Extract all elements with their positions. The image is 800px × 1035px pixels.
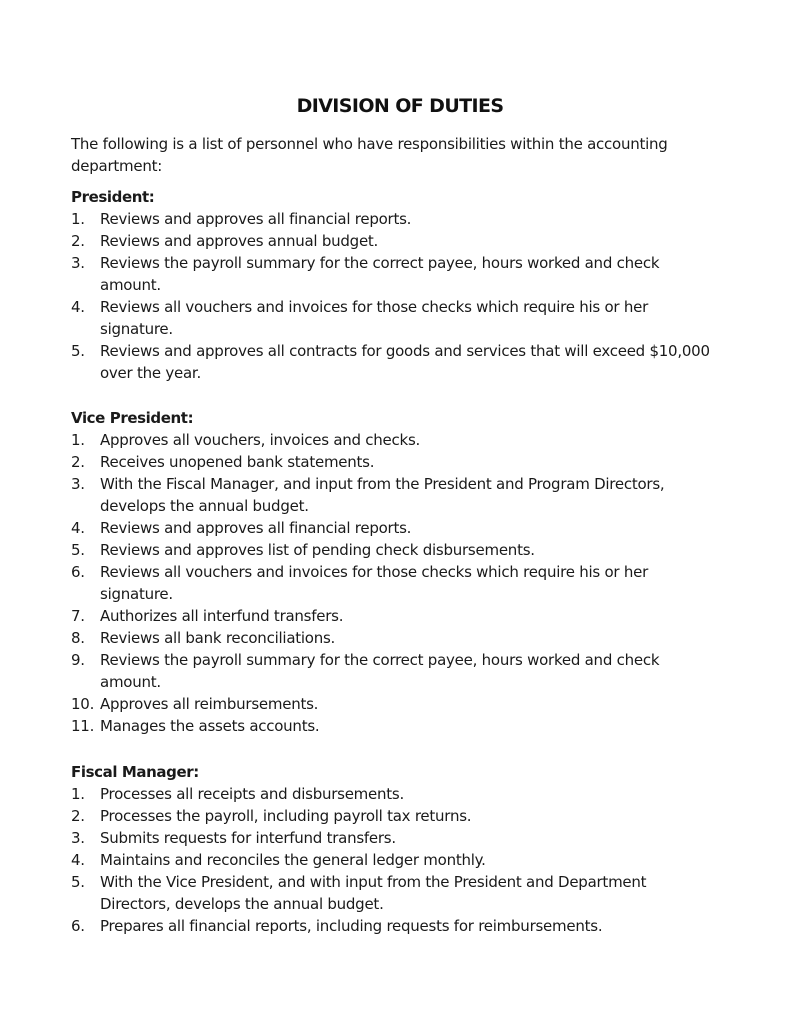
duty-list — [71, 783, 711, 937]
item-text: Reviews all vouchers and invoices for those checks which require his or her signature. — [100, 298, 648, 338]
list-item — [71, 871, 711, 915]
item-number: 2. — [71, 807, 85, 825]
list-item — [71, 783, 711, 805]
item-text: Reviews the payroll summary for the correct payee, hours worked and check amount. — [100, 254, 660, 294]
list-item — [71, 715, 711, 737]
item-text: Reviews and approves annual budget. — [100, 232, 379, 250]
list-item — [71, 827, 711, 849]
list-item — [71, 805, 711, 827]
item-number: 11. — [71, 717, 95, 735]
list-item — [71, 915, 711, 937]
item-text: Reviews and approves all financial reports. — [100, 210, 412, 228]
item-number: 6. — [71, 917, 85, 935]
list-item — [71, 429, 711, 451]
list-item — [71, 296, 711, 340]
list-item — [71, 561, 711, 605]
item-number: 6. — [71, 563, 85, 581]
item-text: Reviews and approves all contracts for goods and services that will exceed $10,000 over the year. — [100, 342, 710, 382]
item-text: Reviews and approves all financial reports. — [100, 519, 412, 537]
item-number: 10. — [71, 695, 95, 713]
document-title: DIVISION OF DUTIES — [296, 95, 504, 117]
item-number: 2. — [71, 232, 85, 250]
item-text: Approves all reimbursements. — [100, 695, 319, 713]
list-item — [71, 517, 711, 539]
section-heading: President: — [71, 188, 155, 206]
list-item — [71, 340, 711, 384]
item-text: Reviews the payroll summary for the correct payee, hours worked and check amount. — [100, 651, 660, 691]
section-president — [71, 186, 711, 384]
item-number: 1. — [71, 785, 85, 803]
item-number: 5. — [71, 541, 85, 559]
list-item — [71, 693, 711, 715]
list-item — [71, 539, 711, 561]
item-number: 9. — [71, 651, 85, 669]
item-number: 8. — [71, 629, 85, 647]
item-text: Processes the payroll, including payroll tax returns. — [100, 807, 472, 825]
item-number: 4. — [71, 519, 85, 537]
item-number: 5. — [71, 873, 85, 891]
item-number: 5. — [71, 342, 85, 360]
item-text: Submits requests for interfund transfers. — [100, 829, 396, 847]
item-text: With the Fiscal Manager, and input from the President and Program Directors, develops the annual budget. — [100, 475, 665, 515]
list-item — [71, 252, 711, 296]
list-item — [71, 451, 711, 473]
item-number: 1. — [71, 431, 85, 449]
list-item — [71, 473, 711, 517]
item-text: Prepares all financial reports, including requests for reimbursements. — [100, 917, 603, 935]
list-item — [71, 627, 711, 649]
list-item — [71, 649, 711, 693]
item-number: 4. — [71, 298, 85, 316]
intro-paragraph: The following is a list of personnel who have responsibilities within the accounting department: — [71, 135, 668, 175]
item-text: Processes all receipts and disbursements. — [100, 785, 404, 803]
section-fiscal-manager — [71, 761, 711, 937]
item-text: Authorizes all interfund transfers. — [100, 607, 344, 625]
list-item — [71, 208, 711, 230]
item-text: Manages the assets accounts. — [100, 717, 320, 735]
item-text: Reviews and approves list of pending check disbursements. — [100, 541, 535, 559]
item-number: 7. — [71, 607, 85, 625]
section-vice-president — [71, 407, 711, 737]
duty-list — [71, 429, 711, 737]
item-number: 3. — [71, 829, 85, 847]
item-number: 2. — [71, 453, 85, 471]
item-number: 3. — [71, 475, 85, 493]
list-item — [71, 230, 711, 252]
item-text: Approves all vouchers, invoices and checks. — [100, 431, 421, 449]
item-number: 1. — [71, 210, 85, 228]
item-text: Reviews all vouchers and invoices for those checks which require his or her signature. — [100, 563, 648, 603]
item-number: 3. — [71, 254, 85, 272]
item-text: With the Vice President, and with input from the President and Department Directors, develops the annual budget. — [100, 873, 647, 913]
item-text: Receives unopened bank statements. — [100, 453, 375, 471]
section-heading: Fiscal Manager: — [71, 763, 199, 781]
section-heading: Vice President: — [71, 409, 194, 427]
list-item — [71, 849, 711, 871]
item-text: Reviews all bank reconciliations. — [100, 629, 336, 647]
duty-list — [71, 208, 711, 384]
item-text: Maintains and reconciles the general ledger monthly. — [100, 851, 486, 869]
list-item — [71, 605, 711, 627]
item-number: 4. — [71, 851, 85, 869]
